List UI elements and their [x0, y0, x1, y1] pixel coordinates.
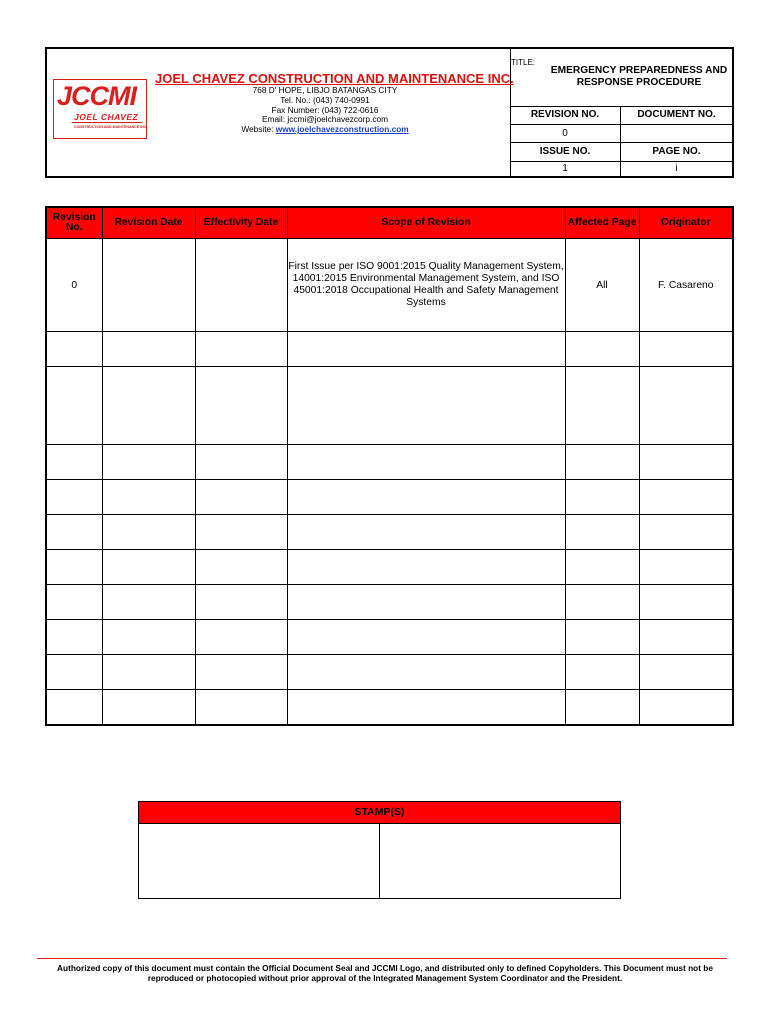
col-effectivity-date: Effectivity Date	[195, 207, 287, 239]
cell	[639, 367, 733, 445]
cell	[639, 480, 733, 515]
document-no-label: DOCUMENT NO.	[637, 109, 716, 121]
cell	[639, 690, 733, 725]
cell	[639, 445, 733, 480]
cell	[46, 480, 102, 515]
revision-history-table	[45, 206, 734, 726]
cell-revision-date	[102, 239, 195, 332]
company-tel: Tel. No.: (043) 740-0991	[280, 94, 370, 105]
cell	[46, 515, 102, 550]
cell	[46, 332, 102, 367]
cell	[195, 367, 287, 445]
cell	[46, 690, 102, 725]
stamp-slot-left	[139, 824, 380, 899]
cell-originator: F. Casareno	[639, 239, 733, 332]
table-row	[46, 620, 733, 655]
meta-row-labels-2	[510, 143, 732, 162]
page-no-label: PAGE NO.	[652, 146, 701, 158]
cell-scope: First Issue per ISO 9001:2015 Quality Management System, 14001:2015 Environmental Management System, and ISO 45001:2018 Occupational Health and Safety Management Systems	[287, 239, 565, 332]
table-row	[46, 239, 733, 332]
table-row	[46, 515, 733, 550]
cell	[46, 550, 102, 585]
stamp-box	[138, 801, 621, 899]
cell	[102, 367, 195, 445]
cell	[565, 367, 639, 445]
revision-no-label: REVISION NO.	[510, 106, 621, 124]
table-row	[46, 655, 733, 690]
company-website	[155, 125, 495, 135]
footer-notice: Authorized copy of this document must contain the Official Document Seal and JCCMI Logo, and distributed only to defined Copyholders. This Document must not be reproduced or photocopied without prior approval of the Integrated Management System Coordinator and the President.	[57, 963, 713, 983]
table-body	[46, 239, 733, 725]
cell	[565, 620, 639, 655]
cell	[565, 655, 639, 690]
cell	[195, 585, 287, 620]
company-logo	[53, 79, 147, 139]
logo-divider	[72, 122, 142, 123]
table-row	[46, 367, 733, 445]
cell	[565, 690, 639, 725]
company-name: JOEL CHAVEZ CONSTRUCTION AND MAINTENANCE INC.	[155, 71, 514, 86]
meta-row-values-2	[510, 161, 732, 176]
cell	[46, 445, 102, 480]
cell	[287, 585, 565, 620]
cell	[102, 585, 195, 620]
col-originator: Originator	[639, 207, 733, 239]
issue-no-value: 1	[510, 161, 621, 176]
cell	[102, 655, 195, 690]
website-link[interactable]: www.joelchavezconstruction.com	[275, 124, 409, 135]
table-row	[46, 480, 733, 515]
cell	[195, 690, 287, 725]
company-fax: Fax Number: (043) 722-0616	[271, 104, 379, 115]
document-header	[45, 47, 734, 178]
logo-tagline: CONSTRUCTION AND MAINTENANCE INC.	[74, 125, 148, 129]
cell	[565, 480, 639, 515]
table-row	[46, 690, 733, 725]
cell	[195, 445, 287, 480]
cell	[287, 550, 565, 585]
stamp-body	[139, 824, 620, 899]
meta-row-values-1	[510, 125, 732, 144]
company-email: Email: jccmi@joelchavezcorp.com	[262, 114, 388, 125]
cell	[195, 550, 287, 585]
cell	[639, 655, 733, 690]
cell	[195, 332, 287, 367]
cell	[102, 332, 195, 367]
cell	[287, 332, 565, 367]
cell	[565, 550, 639, 585]
cell	[565, 585, 639, 620]
cell	[46, 585, 102, 620]
cell	[46, 655, 102, 690]
cell	[565, 332, 639, 367]
company-address: 768 D' HOPE, LIBJO BATANGAS CITY	[252, 85, 398, 95]
footer-divider	[37, 958, 727, 959]
table-header-row	[46, 207, 733, 239]
cell	[565, 445, 639, 480]
cell-affected-page: All	[565, 239, 639, 332]
meta-row-labels-1	[510, 106, 732, 125]
cell	[195, 655, 287, 690]
cell	[639, 585, 733, 620]
company-info	[155, 71, 514, 135]
issue-no-label: ISSUE NO.	[510, 143, 621, 161]
cell	[102, 445, 195, 480]
title-tag: TITLE:	[511, 58, 536, 67]
cell	[287, 690, 565, 725]
col-affected-page: Affected Page	[565, 207, 639, 239]
revision-no-value: 0	[510, 125, 621, 143]
cell	[195, 515, 287, 550]
col-revision-date: Revision Date	[102, 207, 195, 239]
cell-revision-no: 0	[46, 239, 102, 332]
cell	[46, 367, 102, 445]
table-row	[46, 550, 733, 585]
cell	[287, 445, 565, 480]
cell	[102, 690, 195, 725]
page-no-value: i	[675, 163, 678, 174]
company-block	[47, 49, 514, 176]
cell	[639, 550, 733, 585]
cell-effectivity-date	[195, 239, 287, 332]
cell	[102, 480, 195, 515]
document-meta	[510, 49, 732, 176]
cell	[639, 332, 733, 367]
table-row	[46, 445, 733, 480]
stamp-header: STAMP(S)	[139, 802, 620, 824]
document-title: EMERGENCY PREPAREDNESS AND RESPONSE PROCEDURE	[550, 65, 728, 88]
title-cell	[510, 49, 732, 107]
website-label: Website:	[241, 124, 276, 135]
cell	[287, 480, 565, 515]
cell	[287, 620, 565, 655]
cell	[565, 515, 639, 550]
table-row	[46, 585, 733, 620]
document-no-value	[621, 125, 732, 143]
cell	[639, 515, 733, 550]
cell	[46, 620, 102, 655]
cell	[287, 655, 565, 690]
logo-subtitle: JOEL CHAVEZ	[74, 112, 139, 122]
cell	[102, 620, 195, 655]
cell	[287, 515, 565, 550]
cell	[195, 620, 287, 655]
table-row	[46, 332, 733, 367]
cell	[102, 550, 195, 585]
col-revision-no: Revision No.	[46, 207, 102, 239]
stamp-slot-right	[380, 824, 620, 899]
col-scope: Scope of Revision	[287, 207, 565, 239]
cell	[195, 480, 287, 515]
cell	[639, 620, 733, 655]
cell	[102, 515, 195, 550]
cell	[287, 367, 565, 445]
logo-mark: JCCMI	[57, 81, 137, 111]
